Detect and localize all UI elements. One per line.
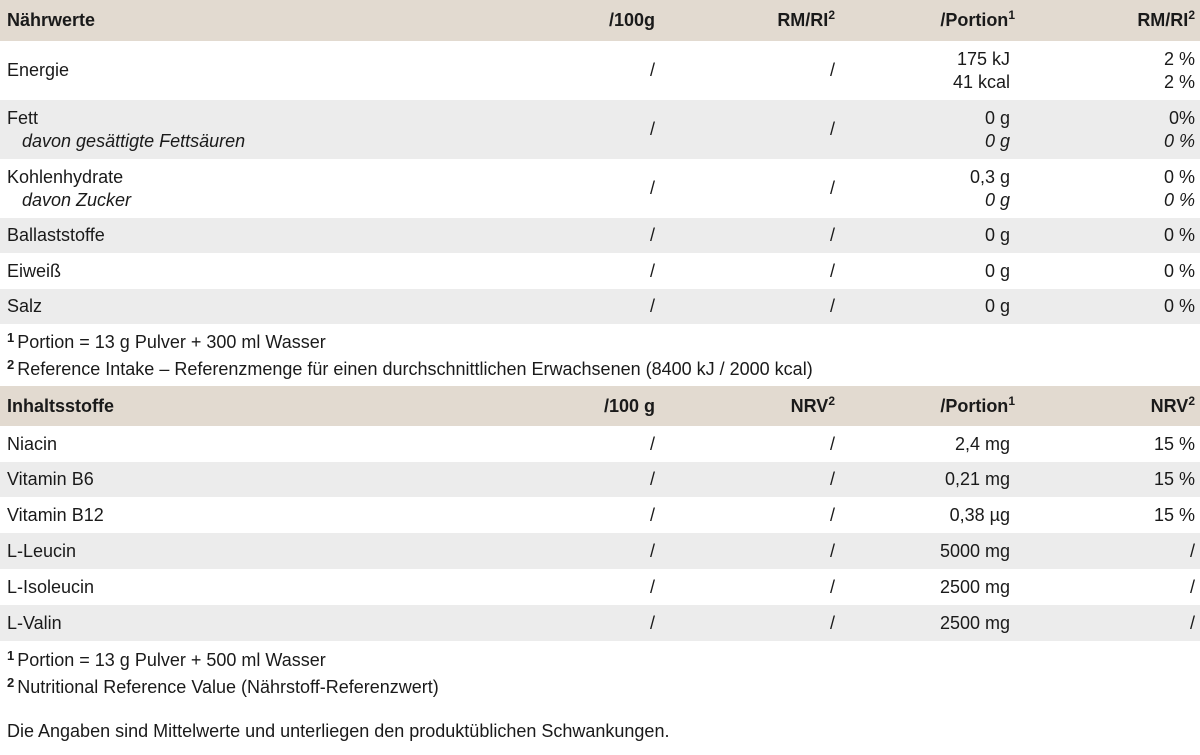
header-rm-ri: $RM/RI^2$	[777, 8, 835, 30]
row-label: Niacin	[7, 433, 58, 454]
portion-value: 0,21 mg	[944, 469, 1010, 489]
row-label: L-Isoleucin	[7, 576, 95, 597]
per100-value: /	[649, 119, 655, 139]
per100-value: /	[649, 225, 655, 245]
rm-portion-value: 0% 0 %	[1163, 107, 1195, 151]
nrv-value: /	[829, 612, 835, 633]
footnote: $^1$ Portion = 13 g Pulver + 300 ml Wasser	[7, 330, 326, 352]
portion-value: 2500 mg	[939, 576, 1010, 597]
per100-value: /	[649, 178, 655, 198]
rm-portion-value: 2 % 2 %	[1163, 48, 1195, 92]
row-label: Kohlenhydrate	[7, 166, 124, 187]
ingredients-header-row	[0, 386, 1200, 426]
row-label: Eiweiß	[7, 260, 62, 281]
nrv-value: /	[829, 504, 835, 525]
header-portion: /Portion$^1$	[940, 393, 1015, 416]
table-row	[0, 605, 1200, 641]
table-row	[0, 289, 1200, 324]
nrv-value: /	[829, 469, 835, 489]
portion-value: 0 g	[984, 260, 1010, 281]
header-nrv-portion: NRV$^2$	[1150, 393, 1195, 416]
nutrition-header-row	[0, 0, 1200, 41]
portion-value: 2,4 mg	[954, 433, 1010, 454]
per100-value: /	[649, 612, 655, 633]
nrv-portion-value: 15 %	[1153, 504, 1195, 525]
rm-value: /	[829, 296, 835, 316]
nrv-portion-value: 15 %	[1153, 433, 1195, 454]
row-label: Vitamin B6	[7, 469, 94, 489]
per100-value: /	[649, 504, 655, 525]
portion-value: 0 g	[984, 225, 1010, 245]
table-row	[0, 569, 1200, 605]
portion-value: 0 g 0 g	[984, 107, 1010, 151]
row-label: Ballaststoffe	[7, 225, 105, 245]
table-row	[0, 497, 1200, 533]
row-label: Salz	[7, 296, 43, 316]
nrv-portion-value: /	[1189, 612, 1195, 633]
table-row	[0, 100, 1200, 159]
header-portion: /Portion$^1$	[940, 8, 1015, 30]
per100-value: /	[649, 60, 655, 80]
row-label: Fett	[7, 107, 39, 128]
rm-value: /	[829, 225, 835, 245]
table-row	[0, 41, 1200, 100]
row-sublabel: davon gesättigte Fettsäuren	[22, 130, 246, 151]
portion-value: 0,38 µg	[949, 504, 1010, 525]
rm-value: /	[829, 178, 835, 198]
per100-value: /	[649, 469, 655, 489]
header-per100: /100 g	[603, 395, 655, 416]
nrv-value: /	[829, 540, 835, 561]
row-label: L-Valin	[7, 612, 62, 633]
table-row	[0, 533, 1200, 569]
table-row	[0, 253, 1200, 289]
portion-value: 175 kJ 41 kcal	[952, 48, 1010, 92]
header-inhaltsstoffe: Inhaltsstoffe	[7, 395, 115, 416]
header-nrv: NRV$^2$	[790, 393, 835, 416]
nrv-portion-value: /	[1189, 576, 1195, 597]
row-sublabel: davon Zucker	[22, 189, 132, 210]
nrv-value: /	[829, 576, 835, 597]
table-row	[0, 218, 1200, 253]
footnote: $^2$ Reference Intake – Referenzmenge für einen durchschnittlichen Erwachsenen (8400 kJ / 2000 kcal)	[7, 357, 813, 379]
nrv-portion-value: /	[1189, 540, 1195, 561]
rm-value: /	[829, 260, 835, 281]
per100-value: /	[649, 433, 655, 454]
disclaimer-note: Die Angaben sind Mittelwerte und unterliegen den produktüblichen Schwankungen.	[7, 721, 670, 741]
footnote: $^2$ Nutritional Reference Value (Nährstoff-Referenzwert)	[7, 675, 439, 697]
row-label: Vitamin B12	[7, 504, 104, 525]
table-row	[0, 426, 1200, 462]
row-label: Energie	[7, 60, 70, 80]
portion-value: 2500 mg	[939, 612, 1010, 633]
rm-portion-value: 0 %	[1163, 296, 1195, 316]
portion-value: 0 g	[984, 296, 1010, 316]
nrv-portion-value: 15 %	[1153, 469, 1195, 489]
rm-portion-value: 0 %	[1163, 260, 1195, 281]
table-row	[0, 159, 1200, 218]
per100-value: /	[649, 540, 655, 561]
nutrition-table	[0, 0, 1200, 324]
per100-value: /	[649, 576, 655, 597]
per100-value: /	[649, 260, 655, 281]
rm-portion-value: 0 % 0 %	[1163, 166, 1195, 210]
portion-value: 5000 mg	[939, 540, 1010, 561]
header-rm-ri-portion: $RM/RI^2$	[1137, 8, 1195, 30]
rm-value: /	[829, 119, 835, 139]
nrv-value: /	[829, 433, 835, 454]
rm-portion-value: 0 %	[1163, 225, 1195, 245]
per100-value: /	[649, 296, 655, 316]
header-naehrwerte: Nährwerte	[7, 10, 96, 30]
ingredients-table	[0, 386, 1200, 641]
rm-value: /	[829, 60, 835, 80]
header-per100: /100g	[608, 10, 655, 30]
footnote: $^1$ Portion = 13 g Pulver + 500 ml Wasser	[7, 648, 326, 670]
table-row	[0, 462, 1200, 497]
row-label: L-Leucin	[7, 540, 77, 561]
portion-value: 0,3 g 0 g	[969, 166, 1010, 210]
